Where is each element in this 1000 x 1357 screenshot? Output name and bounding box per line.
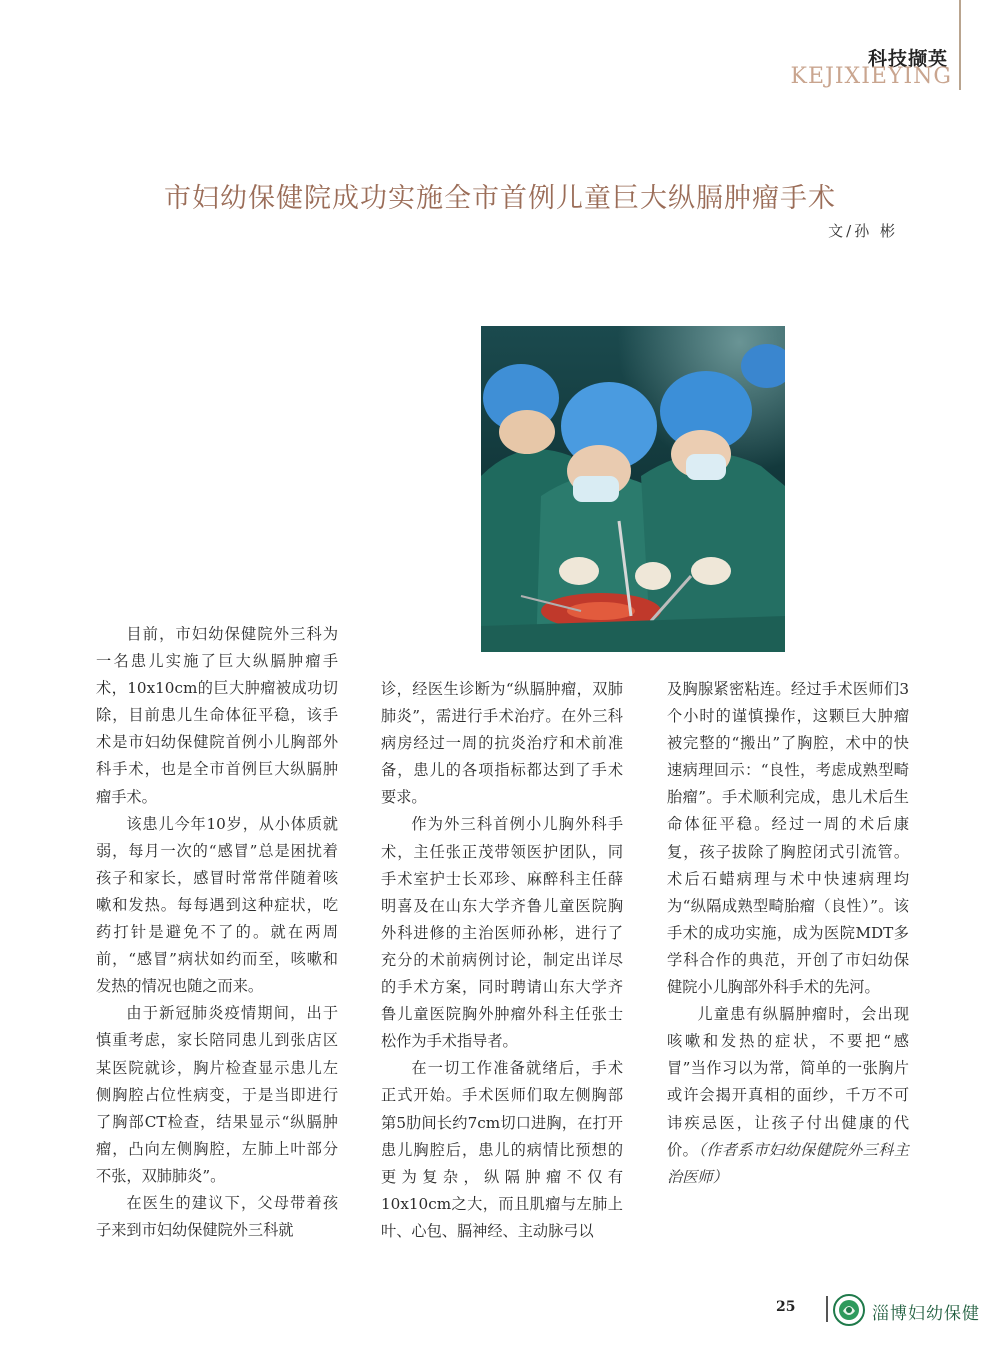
magazine-name: 淄博妇幼保健 (872, 1304, 980, 1324)
paragraph: 作为外三科首例小儿胸外科手术，主任张正茂带领医护团队，同手术室护士长邓珍、麻醉科主任薛明喜及在山东大学齐鲁儿童医院胸外科进修的主治医师孙彬，进行了充分的术前病例讨论，制定出详尽的手术方案，同时聘请山东大学齐鲁儿童医院胸外肿瘤外科主任张士松作为手术指导者。 (381, 815, 623, 1051)
surgery-photo (481, 326, 785, 652)
page-number: 25 (776, 1299, 796, 1315)
paragraph: 在一切工作准备就绪后，手术正式开始。手术医师们取左侧胸部第5肋间长约7cm切口进胸，在打开患儿胸腔后，患儿的病情比预想的更为复杂，纵隔肿瘤不仅有10x10cm之大，而且肌瘤与左肺上叶、心包、膈神经、主动脉弓以 (381, 1059, 623, 1240)
article-column-1 (96, 621, 338, 1244)
closing-paragraph (667, 1001, 909, 1191)
article-title: 市妇幼保健院成功实施全市首例儿童巨大纵膈肿瘤手术 (164, 183, 836, 214)
section-title-cn: 科技撷英 (867, 48, 948, 70)
surgery-photo-graphic (481, 326, 785, 652)
paragraph: 该患儿今年10岁，从小体质就弱，每月一次的“感冒”总是困扰着孩子和家长，感冒时常常伴随着咳嗽和发热。每每遇到这种症状，吃药打针是避免不了的。就在两周前，“感冒”病状如约而至，咳嗽和发热的情况也随之而来。 (96, 814, 338, 996)
article-column-2 (381, 676, 623, 1245)
footer-divider (826, 1296, 828, 1322)
paragraph: 目前，市妇幼保健院外三科为一名患儿实施了巨大纵膈肿瘤手术，10x10cm的巨大肿瘤被成功切除，目前患儿生命体征平稳，该手术是市妇幼保健院首例小儿胸部外科手术，也是全市首例巨大纵膈肿瘤手术。 (96, 625, 338, 806)
paragraph: 在医生的建议下，父母带着孩子来到市妇幼保健院外三科就 (96, 1193, 338, 1240)
paragraph: 由于新冠肺炎疫情期间，出于慎重考虑，家长陪同患儿到张店区某医院就诊，胸片检查显示患儿左侧胸腔占位性病变，于是当即进行了胸部CT检查，结果显示“纵膈肿瘤，凸向左侧胸腔，左肺上叶部分不张，双肺肺炎”。 (96, 1004, 338, 1185)
paragraph-text: 儿童患有纵膈肿瘤时，会出现咳嗽和发热的症状，不要把“感冒”当作习以为常，简单的一张胸片或许会揭开真相的面纱，千万不可讳疾忌医，让孩子付出健康的代价。 (667, 1005, 909, 1159)
section-title-en: KEJIXIEYING (790, 64, 952, 89)
green-emblem-icon (832, 1293, 866, 1327)
paragraph: 诊，经医生诊断为“纵膈肿瘤，双肺肺炎”，需进行手术治疗。在外三科病房经过一周的抗炎治疗和术前准备，患儿的各项指标都达到了手术要求。 (381, 680, 623, 807)
article-byline: 文/孙 彬 (828, 222, 898, 240)
header-rule (959, 0, 961, 90)
article-column-3 (667, 676, 909, 1191)
author-note: （作者系市妇幼保健院外三科主治医师） (667, 1140, 910, 1186)
paragraph: 及胸腺紧密粘连。经过手术医师们3个小时的谨慎操作，这颗巨大肿瘤被完整的“搬出”了胸腔，术中的快速病理回示：“良性，考虑成熟型畸胎瘤”。手术顺利完成，患儿术后生命体征平稳。经过一周的术后康复，孩子拔除了胸腔闭式引流管。术后石蜡病理与术中快速病理均为“纵隔成熟型畸胎瘤（良性）”。该手术的成功实施，成为医院MDT多学科合作的典范，开创了市妇幼保健院小儿胸部外科手术的先河。 (667, 680, 909, 997)
